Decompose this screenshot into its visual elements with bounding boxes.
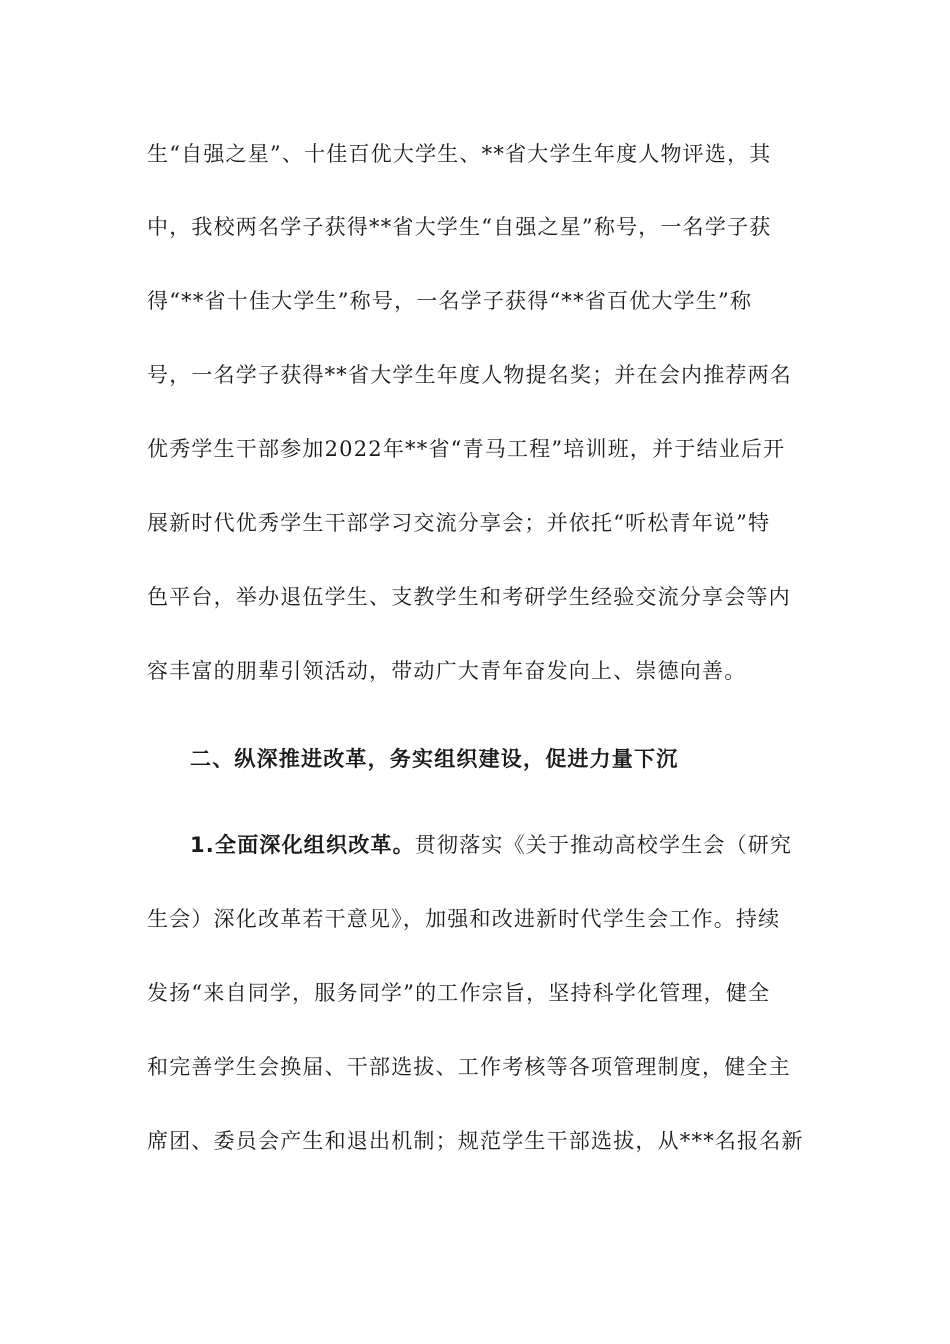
paragraph-line: 号，一名学子获得**省大学生年度人物提名奖；并在会内推荐两名 — [147, 363, 792, 387]
paragraph-line: 容丰富的朋辈引领活动，带动广大青年奋发向上、崇德向善。 — [147, 659, 747, 683]
paragraph-line: 色平台，举办退伍学生、支教学生和考研学生经验交流分享会等内 — [147, 585, 791, 609]
paragraph-line: 发扬“来自同学，服务同学”的工作宗旨，坚持科学化管理，健全 — [147, 981, 771, 1005]
paragraph-line: 和完善学生会换届、干部选拔、工作考核等各项管理制度，健全主 — [147, 1055, 791, 1079]
paragraph-lead: 1.全面深化组织改革。 — [190, 833, 415, 857]
paragraph-line: 得“**省十佳大学生”称号，一名学子获得“**省百优大学生”称 — [147, 289, 753, 313]
paragraph-line: 席团、委员会产生和退出机制；规范学生干部选拔，从***名报名新 — [147, 1129, 804, 1153]
paragraph-text: 贯彻落实《关于推动高校学生会（研究 — [414, 833, 793, 857]
paragraph-line: 中，我校两名学子获得**省大学生“自强之星”称号，一名学子获 — [147, 215, 772, 239]
paragraph-line: 展新时代优秀学生干部学习交流分享会；并依托“听松青年说”特 — [147, 511, 771, 535]
paragraph-line: 生会）深化改革若干意见》，加强和改进新时代学生会工作。持续 — [147, 907, 781, 931]
section-heading: 二、纵深推进改革，务实组织建设，促进力量下沉 — [190, 747, 679, 771]
paragraph-line: 生“自强之星”、十佳百优大学生、**省大学生年度人物评选，其 — [147, 142, 772, 166]
paragraph-first-line — [190, 830, 850, 860]
paragraph-line: 优秀学生干部参加2022年**省“青马工程”培训班，并于结业后开 — [147, 437, 786, 461]
